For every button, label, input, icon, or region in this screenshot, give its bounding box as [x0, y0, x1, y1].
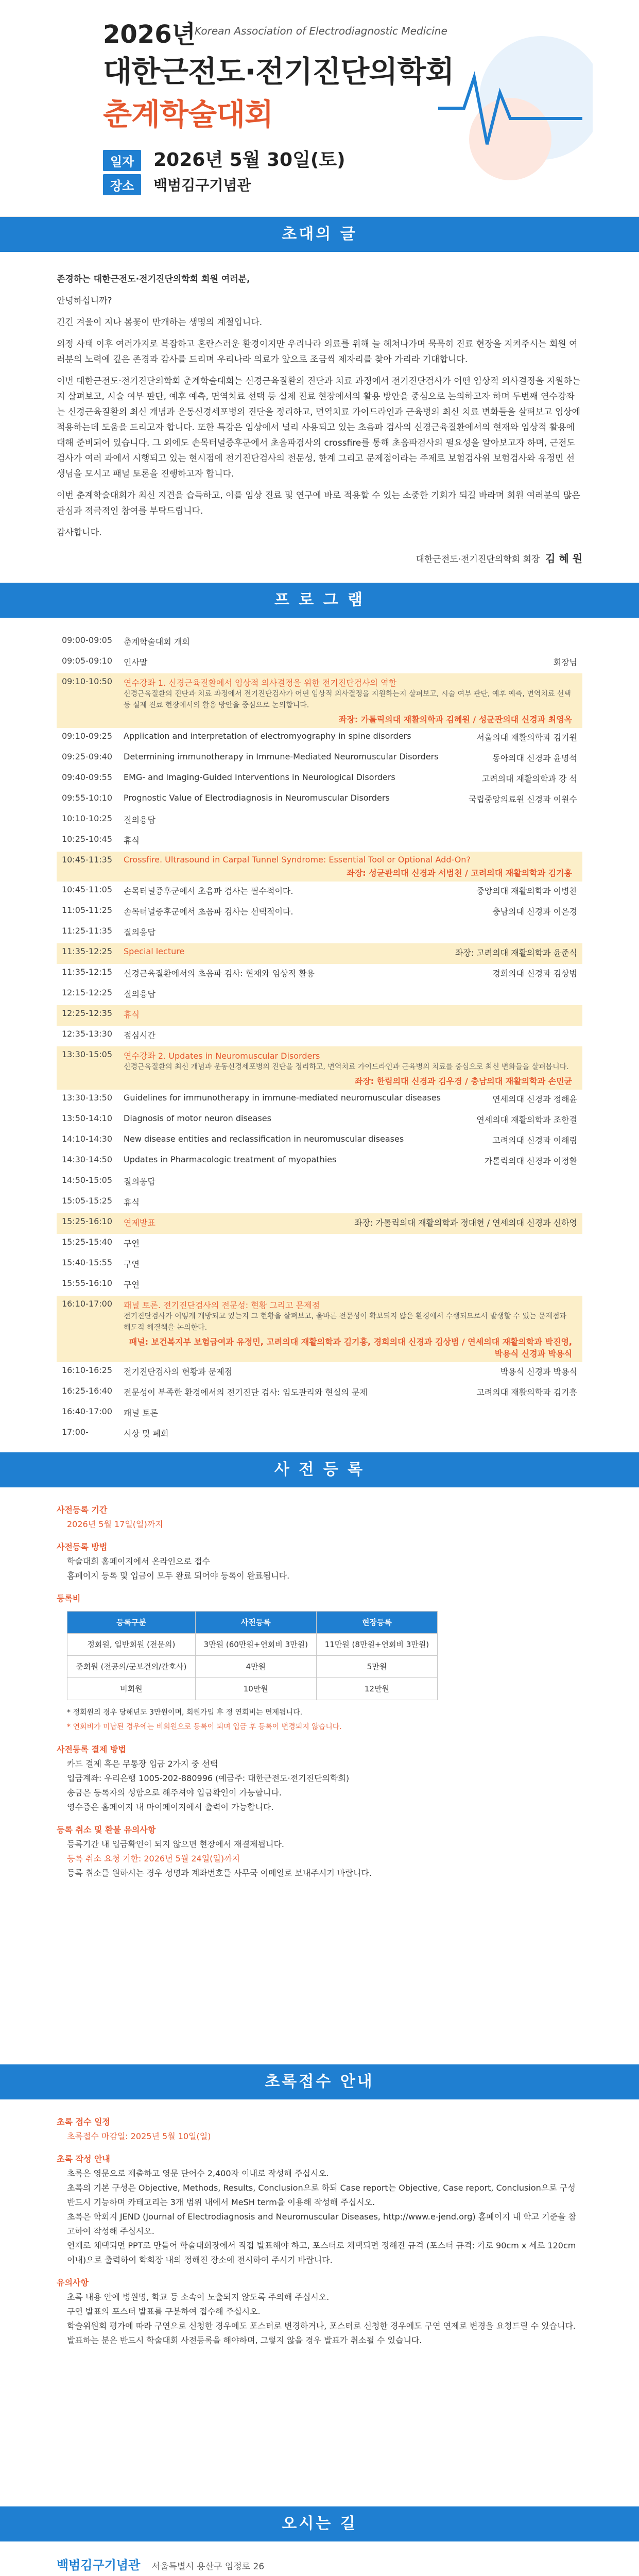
program-desc: 구연 — [124, 1280, 140, 1290]
program-time: 16:25-16:40 — [62, 1386, 112, 1396]
fee-note-1: * 정회원의 경우 당해년도 3만원이며, 회원가입 후 정 연회비는 면제됩니다. — [67, 1708, 303, 1717]
abstract-section — [0, 2099, 639, 2506]
program-desc-wrap — [124, 1258, 572, 1269]
program-desc: 휴식 — [124, 1197, 140, 1207]
program-desc: 연제발표 — [124, 1218, 156, 1228]
program-desc: 질의응답 — [124, 1177, 156, 1187]
location-section — [0, 2541, 639, 2576]
abs-guide-1: 초록은 영문으로 제출하고 영문 단어수 2,400자 이내로 작성해 주십시오. — [67, 2168, 329, 2178]
program-time: 11:25-11:35 — [62, 926, 112, 936]
program-row — [57, 1255, 582, 1275]
greeting-signature — [57, 551, 582, 567]
program-row — [57, 1296, 582, 1362]
program-time: 15:25-15:40 — [62, 1237, 112, 1247]
date-tag: 일자 — [103, 150, 141, 171]
program-desc: 구연 — [124, 1239, 140, 1248]
program-row — [57, 1151, 582, 1172]
table-row — [67, 1678, 438, 1700]
program-desc-wrap — [124, 752, 487, 761]
abs-guide-4: 연제로 채택되면 PPT로 만들어 학술대회장에서 직접 발표해야 하고, 포스터로 채택되면 정해진 규격 (포스터 규격: 가로 90cm x 세로 120cm 이내)으로 출력하여 학회장 내의 정해진 장소에 전시하여 주시기 바랍니다. — [67, 2241, 576, 2265]
program-time: 15:25-16:10 — [62, 1216, 112, 1226]
event-place: 백범김구기념관 — [153, 177, 251, 194]
program-row — [57, 769, 582, 790]
program-sub: 신경근육질환의 최신 개념과 운동신경세포병의 진단을 정리하고, 면역치료 가이드라인과 근육병의 치료를 중심으로 최신 변화들을 살펴봅니다. — [124, 1063, 569, 1071]
program-desc-wrap — [124, 1008, 572, 1020]
program-desc-wrap — [124, 1299, 572, 1359]
fee-cell: 비회원 — [67, 1678, 196, 1700]
program-desc-wrap — [124, 1365, 495, 1377]
program-time: 14:30-14:50 — [62, 1155, 112, 1164]
program-desc: 연수강좌 2. Updates in Neuromuscular Disorders — [124, 1051, 320, 1061]
program-desc: New disease entities and reclassification in neuromuscular diseases — [124, 1134, 404, 1144]
abs-guide-label: 초록 작성 안내 — [57, 2154, 110, 2164]
program-time: 09:55-10:10 — [62, 793, 112, 803]
fee-cell: 정회원, 일반회원 (전문의) — [67, 1634, 196, 1656]
program-speaker: 충남의대 신경과 이은경 — [492, 907, 577, 917]
program-row — [57, 1005, 582, 1026]
program-time: 16:10-16:25 — [62, 1365, 112, 1375]
program-desc-wrap — [124, 946, 450, 956]
program-desc: Diagnosis of motor neuron diseases — [124, 1113, 271, 1123]
program-desc: 전문성이 부족한 환경에서의 전기진단 검사: 임도관리와 현실의 문제 — [124, 1387, 368, 1397]
program-time: 10:10-10:25 — [62, 814, 112, 823]
program-desc-wrap — [124, 656, 548, 668]
program-row — [57, 985, 582, 1005]
program-desc: 점심시간 — [124, 1030, 156, 1040]
program-time: 10:25-10:45 — [62, 834, 112, 844]
fee-cell: 4만원 — [195, 1656, 316, 1678]
program-row — [57, 943, 582, 964]
fee-header-row — [67, 1612, 438, 1634]
program-moderator: 좌장: 가톨릭의대 재활의학과 김혜원 / 성균관의대 신경과 최영옥 — [338, 715, 572, 724]
program-row — [57, 790, 582, 810]
header-decoration-icon — [428, 21, 593, 196]
header — [0, 0, 639, 217]
program-time: 09:05-09:10 — [62, 656, 112, 666]
english-org-name: Korean Association of Electrodiagnostic Medicine — [195, 25, 447, 37]
registration-band: 사 전 등 록 — [0, 1452, 639, 1487]
abs-guide-3: 초록은 학회지 JEND (Journal of Electrodiagnosis and Neuromuscular Diseases, http://www.e-jend.org) 홈페이지 내 학고 기준을 참고하여 작성해 주십시오. — [67, 2212, 577, 2236]
program-row — [57, 1362, 582, 1383]
program-desc: 패널 토론 — [124, 1408, 158, 1418]
program-row — [57, 1403, 582, 1424]
program-row — [57, 964, 582, 985]
program-desc-wrap — [124, 676, 572, 725]
program-time: 15:05-15:25 — [62, 1196, 112, 1206]
society-title: 대한근전도·전기진단의학회 — [103, 54, 454, 89]
program-desc-wrap — [124, 855, 572, 878]
program-band: 프 로 그 램 — [0, 583, 639, 618]
abs-deadline: 초록접수 마감일: 2025년 5월 10일(일) — [67, 2131, 211, 2141]
program-row — [57, 1275, 582, 1296]
program-desc: EMG- and Imaging-Guided Interventions in Neurological Disorders — [124, 772, 395, 782]
program-sub: 신경근육질환의 진단과 치료 과정에서 전기진단검사가 어떤 임상적 의사결정을 지원하는지 살펴보고, 시술 여부 판단, 예후 예측, 면역치료 선택 등 실제 진료 현장에서의 활용 방안을 중심으로 논의합니다. — [124, 690, 571, 709]
program-moderator: 좌장: 성균관의대 신경과 서범천 / 고려의대 재활의학과 김기흥 — [347, 868, 572, 878]
program-row — [57, 1046, 582, 1090]
program-speaker: 국립중앙의료원 신경과 이원수 — [468, 794, 577, 804]
fee-note-2: * 연회비가 미납된 경우에는 비회원으로 등록이 되며 입금 후 등록이 변경되지 않습니다. — [67, 1723, 342, 1731]
program-desc-wrap — [124, 1175, 572, 1187]
greeting-p4: 이번 대한근전도·전기진단의학회 춘계학술대회는 신경근육질환의 진단과 치료 과정에서 전기진단검사가 어떤 임상적 의사결정을 지원하는지 살펴보고, 시술 여부 판단, 예후 예측, 면역치료 선택 등 실제 진료 현장에서의 활용 방안을 중심으로 논의하고자 하며 두번째 연수강좌는 신경근육질환의 최신 개념과 운동신경세포병의 진단을 정리하고, 면역치료 가이드라인과 근육병의 최신 치료 변화들을 살펴보고 임상에 적용하는데 도움을 드리고자 합니다. 또한 특강은 임상에서 널리 사용되고 있는 초음파 검사의 신경근육질환에서의 현재와 임상적 활용에 대해 준비되어 있습니다. 그 외에도 손목터널증후군에서 초음파검사의 crossfire를 통해 초음파검사의 필요성을 알아보고자 하며, 근전도검사가 여러 과에서 시행되고 있는 현시점에 전기진단검사의 전문성, 한계 그리고 문제점이라는 주제로 보험검사위 보험검사와 유정민 선생님을 모시고 패널 토론을 진행하고자 합니다. — [57, 376, 581, 479]
program-desc: Determining immunotherapy in Immune-Mediated Neuromuscular Disorders — [124, 752, 439, 761]
reg-pay-3: 송금은 등록자의 성함으로 해주셔야 입금확인이 가능합니다. — [67, 1788, 282, 1798]
program-desc-wrap — [124, 1237, 572, 1249]
table-row — [67, 1634, 438, 1656]
program-row — [57, 831, 582, 852]
program-time: 14:10-14:30 — [62, 1134, 112, 1144]
program-time: 17:00- — [62, 1427, 89, 1437]
signature-name: 김 혜 원 — [545, 552, 582, 565]
reg-refund-3: 등록 취소를 원하시는 경우 성명과 계좌번호를 사무국 이메일로 보내주시기 바랍니다. — [67, 1868, 372, 1878]
program-desc: 질의응답 — [124, 927, 156, 937]
program-desc-wrap — [124, 772, 477, 782]
location-band: 오시는 길 — [0, 2506, 639, 2541]
greeting-p3: 의정 사태 이후 여러가지로 복잡하고 혼란스러운 환경이지만 우리나라 의료를 위해 늘 헤쳐나가며 묵묵히 진료 현장을 지켜주시는 회원 여러분의 노력에 깊은 존경과 감사를 드리며 우리나라 의료가 앞으로 조금씩 제자리를 찾아 가리라 기대합니다. — [57, 339, 578, 365]
greeting-p2: 긴긴 겨울이 지나 봄꽃이 만개하는 생명의 계절입니다. — [57, 317, 263, 328]
signature-org: 대한근전도·전기진단의학회 회장 — [416, 554, 540, 565]
fee-cell: 10만원 — [195, 1678, 316, 1700]
program-desc: Updates in Pharmacologic treatment of myopathies — [124, 1155, 337, 1164]
fee-header-cell: 등록구분 — [67, 1612, 196, 1634]
program-desc: Application and interpretation of electromyography in spine disorders — [124, 731, 411, 741]
program-row — [57, 632, 582, 653]
program-desc-wrap — [124, 1216, 349, 1228]
fee-header-cell: 사전등록 — [195, 1612, 316, 1634]
event-date: 2026년 5월 30일(토) — [153, 149, 346, 171]
fee-table — [67, 1611, 438, 1700]
program-desc: 휴식 — [124, 836, 140, 845]
abs-deadline-label: 초록 접수 일정 — [57, 2117, 110, 2127]
program-desc: 질의응답 — [124, 815, 156, 825]
program-row — [57, 673, 582, 728]
reg-pay-4: 영수증은 홈페이지 내 마이페이지에서 출력이 가능합니다. — [67, 1802, 274, 1812]
venue-heading — [57, 2555, 582, 2573]
event-year: 2026년 — [103, 20, 196, 49]
abstract-band: 초록접수 안내 — [0, 2064, 639, 2099]
program-row — [57, 1172, 582, 1193]
program-row — [57, 1424, 582, 1445]
program-section — [0, 618, 639, 1452]
place-row — [103, 174, 251, 195]
abs-note-3: 학술위원회 평가에 따라 구연으로 신청한 경우에도 포스터로 변경하거나, 포스터로 신청한 경우에도 구연 연제로 변경을 요청드릴 수 있습니다. — [67, 2321, 576, 2331]
program-desc-wrap — [124, 1406, 572, 1418]
fee-cell: 3만원 (60만원+연회비 3만원) — [195, 1634, 316, 1656]
program-desc-wrap — [124, 1278, 572, 1290]
reg-refund-1: 등록기간 내 입금확인이 되지 않으면 현장에서 재결제됩니다. — [67, 1839, 285, 1849]
place-tag: 장소 — [103, 174, 141, 195]
program-time: 14:50-15:05 — [62, 1175, 112, 1185]
venue-name: 백범김구기념관 — [57, 2558, 141, 2572]
program-speaker: 고려의대 재활의학과 김기흥 — [476, 1387, 577, 1397]
program-time: 15:40-15:55 — [62, 1258, 112, 1267]
reg-fee-label: 등록비 — [57, 1594, 81, 1603]
program-desc: 시상 및 폐회 — [124, 1429, 169, 1438]
fee-cell: 12만원 — [316, 1678, 437, 1700]
program-desc-wrap — [124, 1427, 572, 1439]
program-moderator: 좌장: 한림의대 신경과 김우경 / 충남의대 재활의학과 손민균 — [354, 1076, 572, 1086]
abs-note-4: 발표하는 분은 반드시 학술대회 사전등록을 해야하며, 그렇지 않을 경우 발표가 취소될 수 있습니다. — [67, 2335, 422, 2345]
program-row — [57, 1213, 582, 1234]
program-row — [57, 810, 582, 831]
program-desc-wrap — [124, 885, 471, 896]
reg-deadline: 2026년 5월 17일(일)까지 — [67, 1519, 163, 1529]
program-desc-wrap — [124, 1155, 479, 1164]
reg-pay-label: 사전등록 결제 방법 — [57, 1744, 126, 1754]
program-desc: 질의응답 — [124, 989, 156, 999]
program-row — [57, 1383, 582, 1403]
program-time: 09:40-09:55 — [62, 772, 112, 782]
program-speaker: 연세의대 재활의학과 조한결 — [476, 1115, 577, 1125]
program-time: 10:45-11:05 — [62, 885, 112, 894]
abs-note-1: 초록 내용 안에 병원명, 학교 등 소속이 노출되지 않도록 주의해 주십시오. — [67, 2292, 330, 2302]
program-time: 09:10-10:50 — [62, 676, 112, 686]
program-time: 09:10-09:25 — [62, 731, 112, 741]
table-row — [67, 1656, 438, 1678]
program-time: 12:15-12:25 — [62, 988, 112, 997]
venue-address: 서울특별시 용산구 임정로 26 — [151, 2562, 265, 2572]
program-time: 16:40-17:00 — [62, 1406, 112, 1416]
program-row — [57, 1090, 582, 1110]
program-desc-wrap — [124, 834, 572, 846]
program-time: 11:35-12:25 — [62, 946, 112, 956]
program-desc-wrap — [124, 1386, 471, 1398]
program-row — [57, 1131, 582, 1151]
program-desc-wrap — [124, 967, 487, 979]
program-desc: 연수강좌 1. 신경근육질환에서 임상적 의사결정을 위한 전기진단검사의 역할 — [124, 678, 397, 688]
greeting-section — [0, 252, 639, 583]
program-desc: Prognostic Value of Electrodiagnosis in Neuromuscular Disorders — [124, 793, 390, 803]
program-row — [57, 923, 582, 943]
greeting-p1: 안녕하십니까? — [57, 296, 112, 306]
date-row — [103, 145, 346, 172]
program-moderator: 패널: 보건복지부 보험급여과 유정민, 고려의대 재활의학과 김기흥, 경희의대 신경과 김상범 / 연세의대 재활의학과 박진영, 박용식 신경과 박용식 — [129, 1337, 572, 1359]
program-desc-wrap — [124, 1029, 572, 1041]
fee-cell: 5만원 — [316, 1656, 437, 1678]
program-speaker: 동아의대 신경과 윤명석 — [492, 753, 577, 763]
program-row — [57, 728, 582, 749]
program-time: 13:30-13:50 — [62, 1093, 112, 1103]
fee-header-cell: 현장등록 — [316, 1612, 437, 1634]
program-time: 15:55-16:10 — [62, 1278, 112, 1288]
program-row — [57, 1110, 582, 1131]
program-time: 12:35-13:30 — [62, 1029, 112, 1039]
program-desc-wrap — [124, 1093, 487, 1103]
program-speaker: 고려의대 재활의학과 강 석 — [481, 774, 577, 784]
reg-method-label: 사전등록 방법 — [57, 1542, 108, 1552]
program-desc: 신경근육질환에서의 초음파 검사: 현재와 임상적 활용 — [124, 969, 315, 978]
program-desc-wrap — [124, 926, 572, 938]
program-desc-wrap — [124, 905, 487, 917]
program-desc: 전기진단검사의 현황과 문제점 — [124, 1367, 233, 1377]
greeting-band: 초대의 글 — [0, 217, 639, 252]
program-time: 10:45-11:35 — [62, 855, 112, 865]
program-desc-wrap — [124, 1113, 471, 1123]
program-desc: Special lecture — [124, 946, 185, 956]
program-desc-wrap — [124, 1049, 572, 1087]
program-time: 11:05-11:25 — [62, 905, 112, 915]
program-desc: Crossfire. Ultrasound in Carpal Tunnel Syndrome: Essential Tool or Optional Add-On? — [124, 855, 471, 865]
program-desc-wrap — [124, 635, 572, 647]
program-desc-wrap — [124, 1196, 572, 1208]
registration-section — [0, 1487, 639, 2064]
program-row — [57, 1234, 582, 1255]
program-time: 09:00-09:05 — [62, 635, 112, 645]
program-speaker: 회장님 — [553, 657, 577, 667]
program-time: 13:30-15:05 — [62, 1049, 112, 1059]
fee-cell: 준회원 (전공의/군보건의/간호사) — [67, 1656, 196, 1678]
program-desc: 손목터널증후군에서 초음파 검사는 선택적이다. — [124, 907, 293, 917]
abs-guide-2: 초록의 기본 구성은 Objective, Methods, Results, Conclusion으로 하되 Case report는 Objective, Case report, Conclusion으로 구성 반드시 기능하며 카테고리는 3개 범위 내에서 MeSH term을 이용해 작성해 주십시오. — [67, 2183, 576, 2207]
program-row — [57, 749, 582, 769]
abs-note-label: 유의사항 — [57, 2278, 89, 2287]
program-desc: 인사말 — [124, 657, 148, 667]
program-speaker: 박용식 신경과 박용식 — [500, 1367, 577, 1377]
reg-method-2: 홈페이지 등록 및 입금이 모두 완료 되어야 등록이 완료됩니다. — [67, 1571, 290, 1581]
program-time: 12:25-12:35 — [62, 1008, 112, 1018]
program-desc-wrap — [124, 814, 572, 825]
program-time: 16:10-17:00 — [62, 1299, 112, 1309]
abs-note-2: 구연 발표의 포스터 발표를 구분하여 접수해 주십시오. — [67, 2307, 261, 2316]
program-speaker: 경희의대 신경과 김상범 — [492, 969, 577, 978]
program-desc-wrap — [124, 1134, 487, 1144]
greeting-salutation: 존경하는 대한근전도·전기진단의학회 회원 여러분, — [57, 274, 250, 284]
event-title: 춘계학술대회 — [103, 97, 273, 132]
fee-cell: 11만원 (8만원+연회비 3만원) — [316, 1634, 437, 1656]
program-speaker: 좌장: 가톨릭의대 재활의학과 정대현 / 연세의대 신경과 신하영 — [354, 1218, 577, 1228]
program-speaker: 서울의대 재활의학과 김기원 — [476, 733, 577, 742]
reg-refund-2: 등록 취소 요청 기한: 2026년 5월 24일(일)까지 — [67, 1854, 240, 1863]
reg-pay-2: 입금계좌: 우리은행 1005-202-880996 (예금주: 대한근전도·전기진단의학회) — [67, 1773, 350, 1783]
program-sub: 전기진단검사가 어떻게 개방되고 있는지 그 현황을 살펴보고, 올바른 전문성이 확보되지 않은 환경에서 수행되므로서 발생할 수 있는 문제점과 해도적 해결책을 논의한다. — [124, 1312, 567, 1332]
greeting-p5: 이번 춘계학술대회가 최신 지견을 습득하고, 이를 임상 진료 및 연구에 바로 적용할 수 있는 소중한 기회가 되길 바라며 회원 여러분의 많은 관심과 적극적인 참여를 부탁드립니다. — [57, 490, 580, 516]
reg-refund-label: 등록 취소 및 환불 유의사항 — [57, 1825, 156, 1835]
program-desc: 휴식 — [124, 1010, 140, 1020]
program-speaker: 고려의대 신경과 이해림 — [492, 1136, 577, 1145]
program-desc: 패널 토론. 전기진단검사의 전문성: 현황 그리고 문제점 — [124, 1300, 320, 1310]
program-time: 09:25-09:40 — [62, 752, 112, 761]
program-row — [57, 653, 582, 673]
program-desc: 손목터널증후군에서 초음파 검사는 필수적이다. — [124, 886, 293, 896]
program-row — [57, 852, 582, 882]
program-speaker: 가톨릭의대 신경과 이정환 — [484, 1156, 577, 1166]
program-desc: 구연 — [124, 1259, 140, 1269]
program-row — [57, 902, 582, 923]
program-desc: Guidelines for immunotherapy in immune-mediated neuromuscular diseases — [124, 1093, 441, 1103]
program-desc-wrap — [124, 731, 471, 741]
program-row — [57, 1026, 582, 1046]
reg-method-1: 학술대회 홈페이지에서 온라인으로 접수 — [67, 1556, 211, 1566]
reg-deadline-label: 사전등록 기간 — [57, 1505, 108, 1515]
program-time: 11:35-12:15 — [62, 967, 112, 977]
program-row — [57, 1193, 582, 1213]
program-row — [57, 882, 582, 902]
program-speaker: 중앙의대 재활의학과 이병찬 — [476, 886, 577, 896]
program-speaker: 연세의대 신경과 정해윤 — [492, 1094, 577, 1104]
program-time: 13:50-14:10 — [62, 1113, 112, 1123]
reg-pay-1: 카드 결제 혹은 무통장 입금 2가지 중 선택 — [67, 1759, 218, 1769]
greeting-p6: 감사합니다. — [57, 528, 102, 538]
program-desc-wrap — [124, 793, 463, 803]
program-desc: 춘계학술대회 개회 — [124, 637, 190, 647]
program-speaker: 좌장: 고려의대 재활의학과 윤준식 — [455, 948, 577, 958]
program-desc-wrap — [124, 988, 572, 999]
